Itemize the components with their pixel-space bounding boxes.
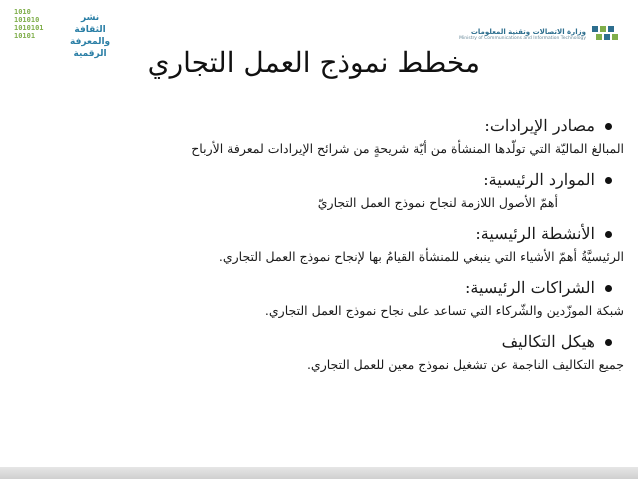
bullet-icon bbox=[605, 285, 612, 292]
bullet-icon bbox=[605, 177, 612, 184]
list-item bbox=[14, 330, 624, 376]
list-item bbox=[14, 168, 624, 214]
item-description: شبكة الموزّدين والشّركاء التي تساعد على نجاح نموذج العمل التجاري. bbox=[264, 303, 624, 318]
item-heading: الموارد الرئيسية: bbox=[483, 170, 595, 189]
item-description: أهمّ الأصول اللازمة لنجاح نموذج العمل التجاريّ bbox=[317, 195, 558, 210]
slide-title: مخطط نموذج العمل التجاري bbox=[147, 46, 480, 79]
digital-culture-logo bbox=[8, 6, 120, 78]
item-heading: مصادر الإيرادات: bbox=[484, 116, 595, 135]
item-description: الرئيسيَّةُ أهمّ الأشياء التي ينبغي للمنشأة القيامُ بها لإنجاح نموذج العمل التجاري. bbox=[218, 249, 624, 264]
ministry-name-arabic: وزارة الاتصالات وتقنية المعلومات bbox=[470, 27, 586, 36]
list-item bbox=[14, 222, 624, 268]
ministry-logo bbox=[459, 22, 624, 46]
bullet-icon bbox=[605, 123, 612, 130]
list-item bbox=[14, 276, 624, 322]
item-heading: الأنشطة الرئيسية: bbox=[475, 224, 595, 243]
bullet-icon bbox=[605, 339, 612, 346]
digital-culture-logo-text: نشر الثقافة والمعرفة الرقمية bbox=[70, 13, 111, 59]
footer-bar bbox=[0, 467, 638, 479]
item-description: جميع التكاليف الناجمة عن تشغيل نموذج معين للعمل التجاري. bbox=[306, 357, 624, 372]
item-heading: هيكل التكاليف bbox=[501, 332, 595, 351]
bullet-icon bbox=[605, 231, 612, 238]
ministry-logo-text bbox=[459, 28, 586, 41]
item-heading: الشراكات الرئيسية: bbox=[464, 278, 595, 297]
bullet-list bbox=[14, 114, 624, 384]
ministry-name-english: Ministry of Communications and Information Technology bbox=[459, 35, 586, 41]
binary-pattern: 1010 101010 1010101 10101 bbox=[14, 8, 44, 40]
list-item bbox=[14, 114, 624, 160]
ministry-emblem-icon bbox=[590, 22, 624, 46]
item-description: المبالغ الماليّة التي تولّدها المنشأة من أيّة شريحةٍ من شرائح الإيرادات لمعرفة الأرباح bbox=[191, 141, 624, 156]
